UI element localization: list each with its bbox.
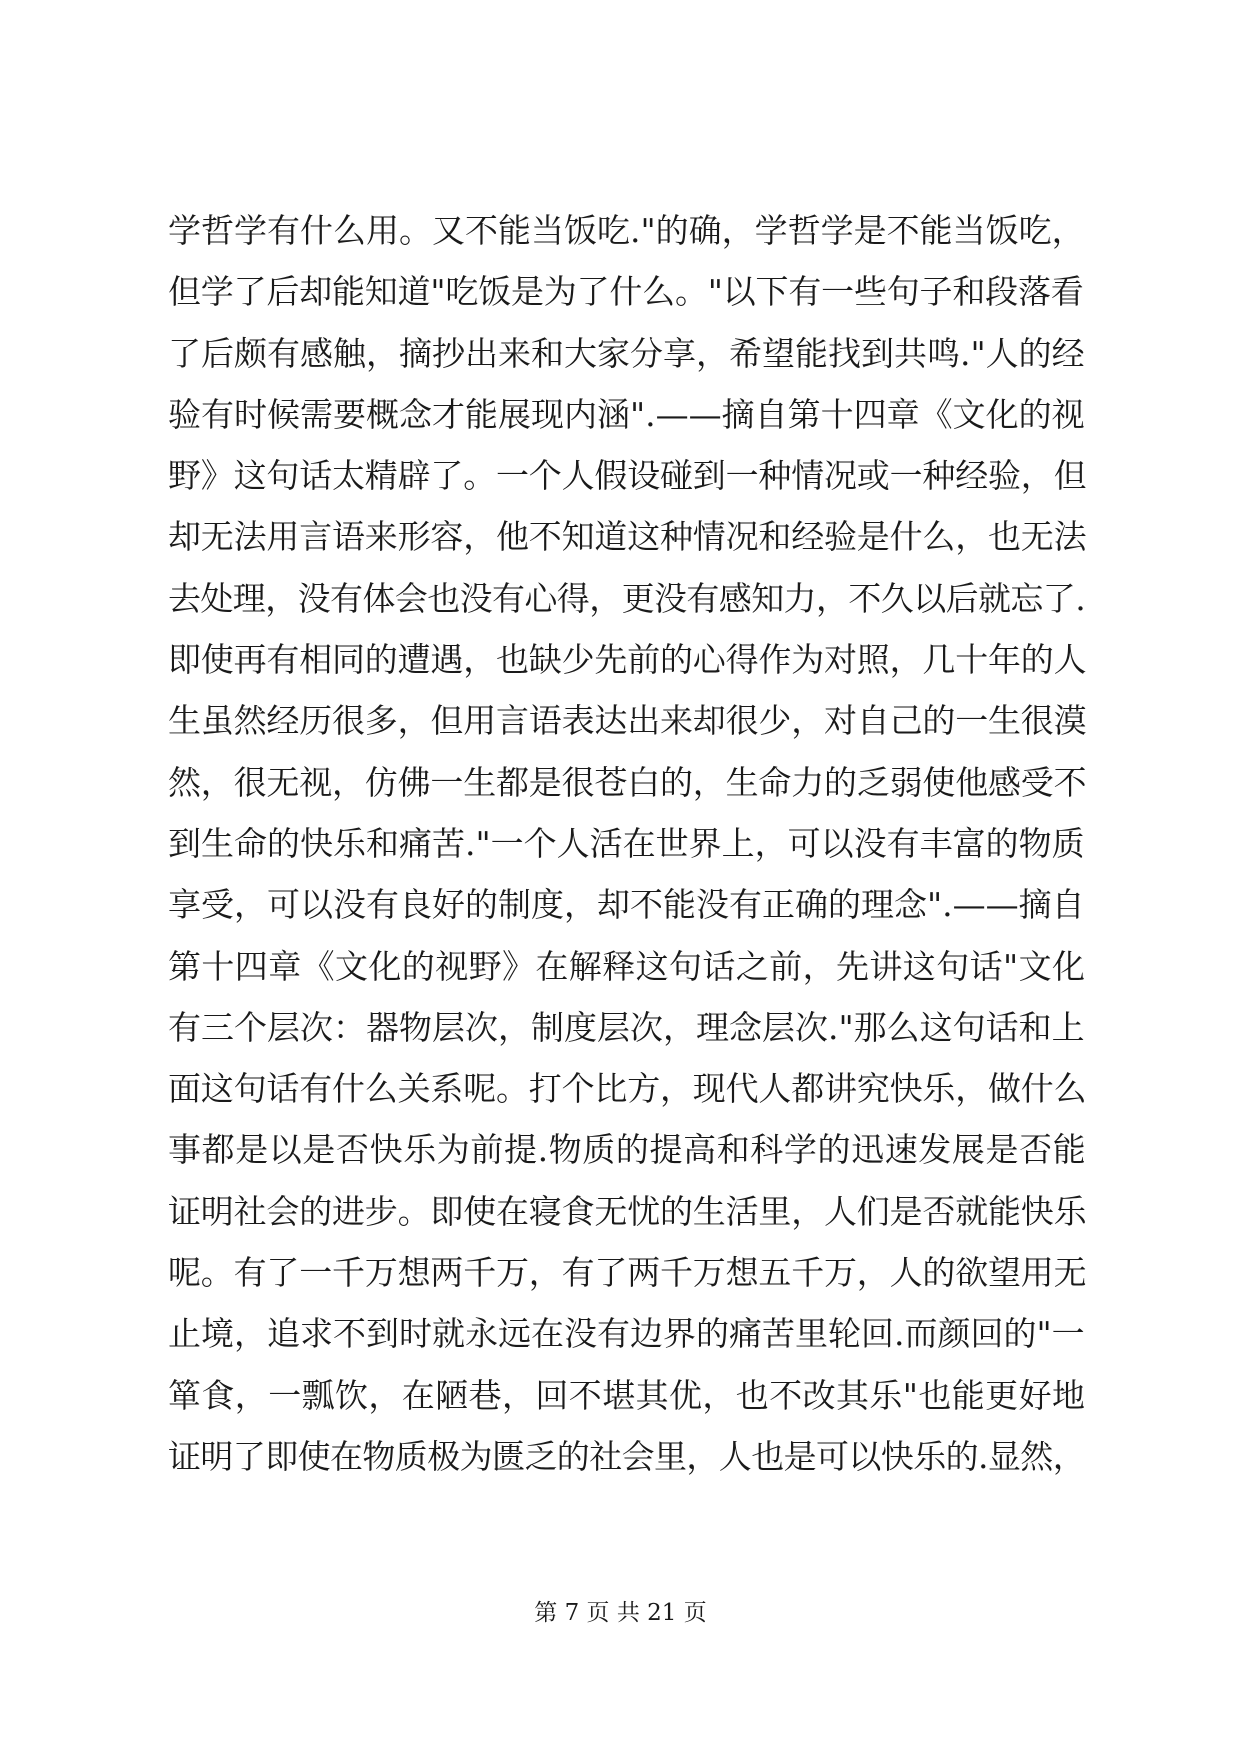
text-line: 学哲学有什么用。又不能当饭吃."的确，学哲学是不能当饭吃，	[168, 211, 1085, 250]
text-line: 有三个层次：器物层次，制度层次，理念层次."那么这句话和上	[168, 1007, 1085, 1047]
text-line: 但学了后却能知道"吃饭是为了什么。"以下有一些句子和段落看	[168, 272, 1084, 312]
text-line: 第十四章《文化的视野》在解释这句话之前，先讲这句话"文化	[168, 946, 1086, 986]
text-line: 证明了即使在物质极为匮乏的社会里，人也是可以快乐的.显然，	[168, 1436, 1086, 1476]
text-line: 验有时候需要概念才能展现内涵".——摘自第十四章《文化的视	[168, 394, 1085, 434]
text-line: 生虽然经历很多，但用言语表达出来却很少，对自己的一生很漠	[168, 701, 1087, 741]
text-line: 却无法用言语来形容，他不知道这种情况和经验是什么，也无法	[168, 517, 1087, 557]
text-line: 证明社会的进步。即使在寝食无忧的生活里，人们是否就能快乐	[168, 1191, 1087, 1231]
text-line: 然，很无视，仿佛一生都是很苍白的，生命力的乏弱使他感受不	[168, 762, 1087, 802]
text-line: 呢。有了一千万想两千万，有了两千万想五千万，人的欲望用无	[168, 1253, 1087, 1293]
text-line: 面这句话有什么关系呢。打个比方，现代人都讲究快乐，做什么	[168, 1069, 1087, 1109]
text-line: 即使再有相同的遭遇，也缺少先前的心得作为对照，几十年的人	[168, 640, 1087, 680]
text-line: 了后颇有感触，摘抄出来和大家分享，希望能找到共鸣."人的经	[168, 333, 1085, 373]
text-line: 箪食，一瓢饮，在陋巷，回不堪其优，也不改其乐"也能更好地	[168, 1375, 1086, 1415]
text-line: 事都是以是否快乐为前提.物质的提高和科学的迅速发展是否能	[168, 1130, 1087, 1170]
text-line: 野》这句话太精辟了。一个人假设碰到一种情况或一种经验，但	[168, 456, 1087, 496]
body-text	[168, 200, 1088, 1487]
text-line: 享受，可以没有良好的制度，却不能没有正确的理念".——摘自	[168, 885, 1085, 925]
text-line: 去处理，没有体会也没有心得，更没有感知力，不久以后就忘了.	[168, 578, 1086, 618]
page-footer: 第 7 页 共 21 页	[534, 1600, 707, 1626]
text-line: 止境，追求不到时就永远在没有边界的痛苦里轮回.而颜回的"一	[168, 1314, 1085, 1354]
text-line: 到生命的快乐和痛苦."一个人活在世界上，可以没有丰富的物质	[168, 823, 1085, 863]
